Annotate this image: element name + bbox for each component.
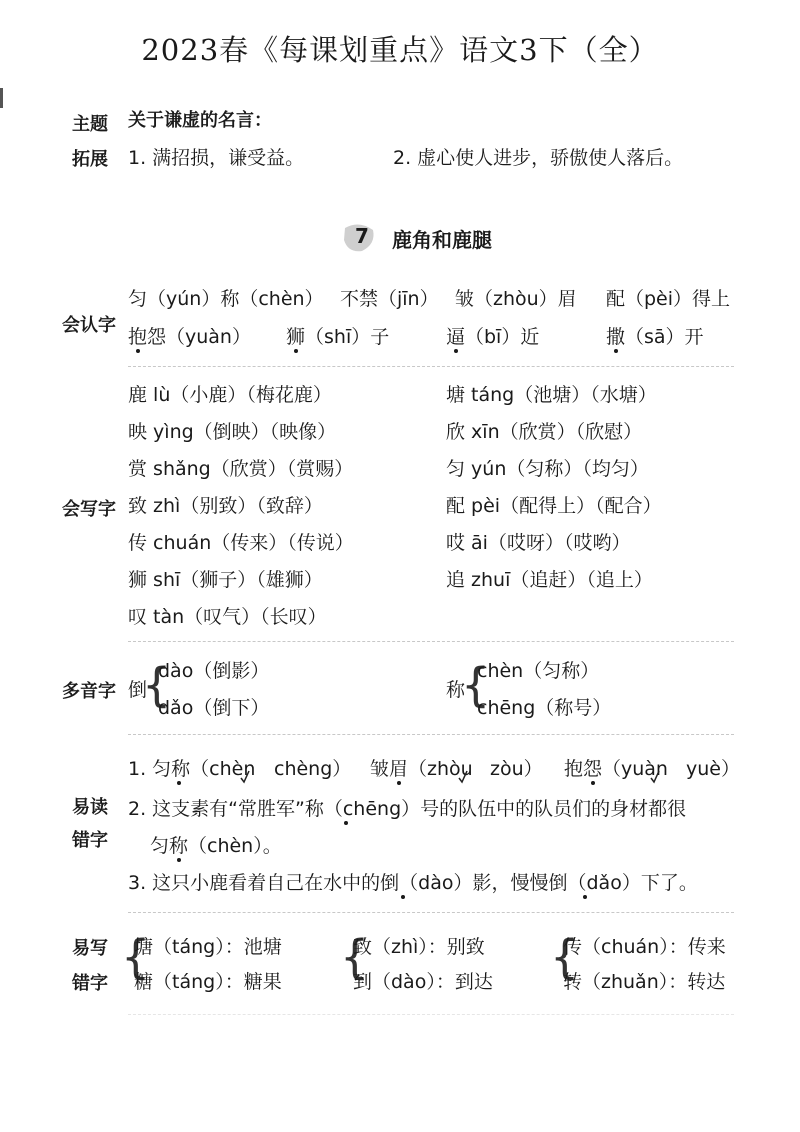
recognize-item: 狮（shī）子 xyxy=(286,326,390,348)
brace-icon: { xyxy=(142,658,172,712)
polyphonic-char: 倒 xyxy=(128,679,148,701)
misread-text: 2. 这支素有“常胜军”称（chēng）号的队伍中的队员们的身材都很 xyxy=(128,798,687,820)
write-item: 致 zhì（别致）（致辞） xyxy=(128,495,323,517)
write-item: 塘 táng（池塘）（水塘） xyxy=(446,384,657,406)
write-item: 匀 yún（匀称）（均匀） xyxy=(446,458,649,480)
miswrite-item: 到（dào）：到达 xyxy=(353,971,493,993)
recognize-item: 抱怨（yuàn） xyxy=(128,326,251,348)
write-item: 叹 tàn（叹气）（长叹） xyxy=(128,606,327,628)
check-icon xyxy=(650,770,660,784)
lesson-title: 鹿角和鹿腿 xyxy=(392,228,492,252)
check-icon xyxy=(458,770,468,784)
emphasis-dot xyxy=(591,781,595,785)
page-edge-mark xyxy=(0,88,3,108)
brace-icon: { xyxy=(550,930,580,984)
miswrite-item: 致（zhì）：别致 xyxy=(353,936,485,958)
recognize-item: 皱（zhòu）眉 xyxy=(455,288,577,310)
emphasis-dot xyxy=(136,349,140,353)
divider xyxy=(128,912,734,913)
write-item: 映 yìng（倒映）（映像） xyxy=(128,421,337,443)
polyphonic-char: 称 xyxy=(446,679,466,701)
emphasis-dot xyxy=(397,781,401,785)
misread-label-1: 易读 xyxy=(72,797,108,818)
misread-text: 皱眉（zhòu xyxy=(370,758,473,780)
page-title: 2023春《每课划重点》语文3下（全） xyxy=(141,33,659,67)
misread-text: 抱怨（yuàn xyxy=(564,758,668,780)
polyphonic-reading: chèn（匀称） xyxy=(477,660,600,682)
lesson-number: 7 xyxy=(355,224,369,248)
emphasis-dot xyxy=(583,895,587,899)
brace-icon: { xyxy=(461,658,491,712)
miswrite-label-1: 易写 xyxy=(72,938,108,959)
recognize-item: 匀（yún）称（chèn） xyxy=(128,288,324,310)
write-item: 赏 shǎng（欣赏）（赏赐） xyxy=(128,458,354,480)
miswrite-item: 传（chuán）：传来 xyxy=(563,936,726,958)
misread-text: 3. 这只小鹿看着自己在水中的倒（dào）影，慢慢倒（dǎo）下了。 xyxy=(128,872,698,894)
emphasis-dot xyxy=(344,821,348,825)
misread-label-2: 错字 xyxy=(72,830,108,851)
theme-quote-2: 2. 虚心使人进步，骄傲使人落后。 xyxy=(393,147,684,169)
misread-text: zòu） xyxy=(490,758,543,780)
misread-text: 1. 匀称（chèn xyxy=(128,758,256,780)
brace-icon: { xyxy=(121,930,151,984)
miswrite-item: 糖（táng）：糖果 xyxy=(134,971,282,993)
write-item: 哎 āi（哎呀）（哎哟） xyxy=(446,532,631,554)
polyphonic-reading: dǎo（倒下） xyxy=(158,697,270,719)
emphasis-dot xyxy=(177,858,181,862)
write-item: 传 chuán（传来）（传说） xyxy=(128,532,354,554)
emphasis-dot xyxy=(177,781,181,785)
recognize-item: 撒（sā）开 xyxy=(606,326,704,348)
emphasis-dot xyxy=(454,349,458,353)
recognize-item: 不禁（jīn） xyxy=(340,288,439,310)
recognize-label: 会认字 xyxy=(62,315,116,336)
polyphonic-reading: chēng（称号） xyxy=(477,697,612,719)
emphasis-dot xyxy=(614,349,618,353)
write-item: 狮 shī（狮子）（雄狮） xyxy=(128,569,323,591)
write-item: 追 zhuī（追赶）（追上） xyxy=(446,569,653,591)
write-label: 会写字 xyxy=(62,499,116,520)
theme-quote-1: 1. 满招损，谦受益。 xyxy=(128,147,305,169)
miswrite-label-2: 错字 xyxy=(72,973,108,994)
theme-heading: 关于谦虚的名言： xyxy=(128,110,272,131)
polyphonic-reading: dào（倒影） xyxy=(158,660,270,682)
check-icon xyxy=(240,770,250,784)
theme-label-1: 主题 xyxy=(72,114,108,135)
divider xyxy=(128,641,734,642)
miswrite-item: 塘（táng）：池塘 xyxy=(134,936,282,958)
misread-text: 匀称（chèn）。 xyxy=(150,835,282,857)
miswrite-item: 转（zhuǎn）：转达 xyxy=(563,971,726,993)
divider xyxy=(128,1014,734,1015)
misread-text: chèng） xyxy=(274,758,352,780)
recognize-item: 逼（bī）近 xyxy=(446,326,540,348)
recognize-item: 配（pèi）得上 xyxy=(606,288,731,310)
brace-icon: { xyxy=(340,930,370,984)
emphasis-dot xyxy=(401,895,405,899)
divider xyxy=(128,734,734,735)
misread-text: yuè） xyxy=(686,758,740,780)
write-item: 鹿 lù（小鹿）（梅花鹿） xyxy=(128,384,332,406)
divider xyxy=(128,366,734,367)
theme-label-2: 拓展 xyxy=(72,149,108,170)
write-item: 欣 xīn（欣赏）（欣慰） xyxy=(446,421,643,443)
polyphonic-label: 多音字 xyxy=(62,681,116,702)
emphasis-dot xyxy=(294,349,298,353)
write-item: 配 pèi（配得上）（配合） xyxy=(446,495,662,517)
